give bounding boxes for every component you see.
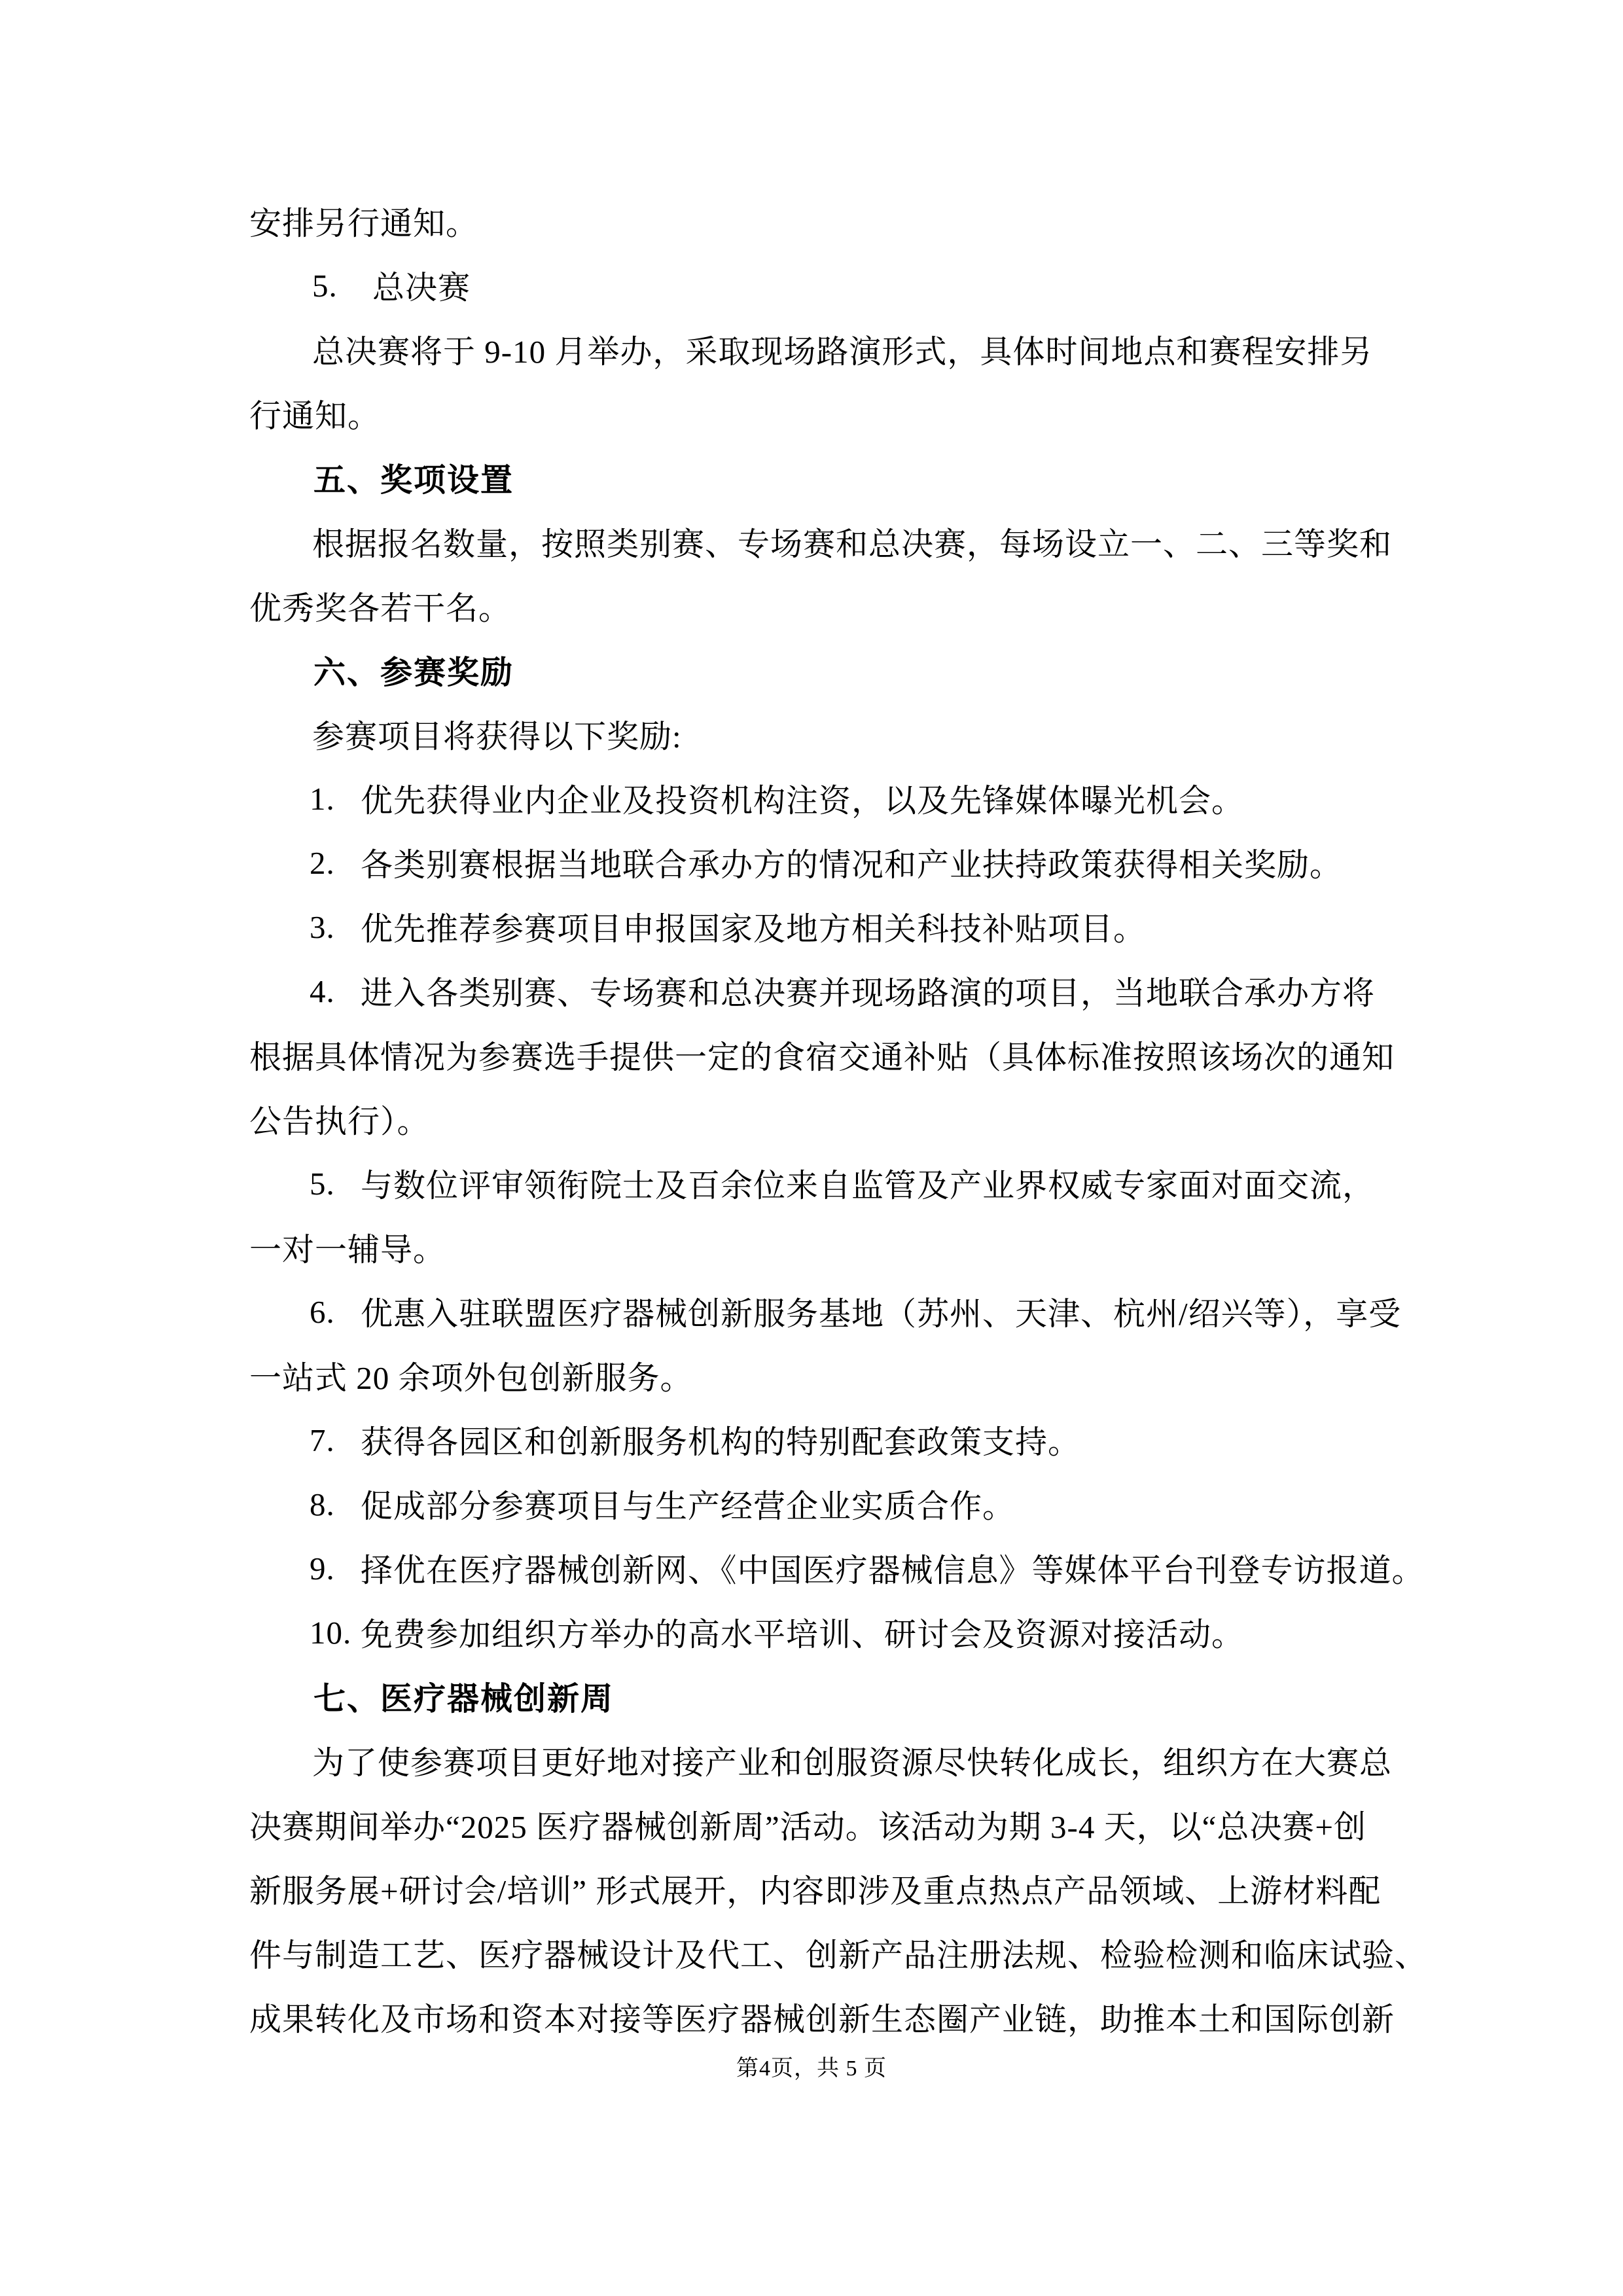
text-line [249, 1280, 1402, 1344]
line-text: 一对一辅导。 [249, 1232, 446, 1268]
text-line [249, 831, 1378, 895]
line-text: 新服务展+研讨会/培训” 形式展开，内容即涉及重点热点产品领域、上游材料配 [249, 1873, 1382, 1909]
line-text: 优先获得业内企业及投资机构注资，以及先锋媒体曝光机会。 [361, 783, 1245, 819]
line-text: 择优在医疗器械创新网、《中国医疗器械信息》等媒体平台刊登专访报道。 [361, 1552, 1425, 1588]
text-line [249, 1087, 1378, 1151]
section-heading [249, 1664, 1378, 1729]
text-line [249, 189, 1378, 253]
text-line [249, 1793, 1378, 1857]
text-line [249, 1985, 1395, 2049]
text-line [249, 1857, 1382, 1921]
line-text: 安排另行通知。 [249, 206, 479, 242]
line-text: 件与制造工艺、医疗器械设计及代工、创新产品注册法规、检验检测和临床试验、 [249, 1937, 1428, 1973]
line-text: 获得各园区和创新服务机构的特别配套政策支持。 [361, 1424, 1081, 1460]
list-number: 9. [310, 1550, 335, 1587]
line-text: 总决赛将于 9-10 月举办，采取现场路演形式，具体时间地点和赛程安排另 [312, 334, 1373, 370]
line-text: 为了使参赛项目更好地对接产业和创服资源尽快转化成长，组织方在大赛总 [312, 1745, 1393, 1781]
line-text: 优惠入驻联盟医疗器械创新服务基地（苏州、天津、杭州/绍兴等），享受 [361, 1296, 1402, 1332]
text-line [249, 1729, 1393, 1793]
text-line [249, 1600, 1378, 1664]
text-line [249, 382, 1378, 446]
line-text: 参赛项目将获得以下奖励: [312, 719, 682, 755]
section-heading [249, 638, 1378, 702]
line-text: 免费参加组织方举办的高水平培训、研讨会及资源对接活动。 [361, 1617, 1245, 1653]
text-line [249, 317, 1378, 382]
text-line [249, 1023, 1395, 1087]
text-line [249, 959, 1378, 1023]
text-line [249, 1472, 1378, 1536]
line-text: 进入各类别赛、专场赛和总决赛并现场路演的项目，当地联合承办方将 [361, 975, 1376, 1011]
list-number: 2. [310, 844, 335, 881]
text-line [249, 766, 1378, 831]
text-line [249, 895, 1378, 959]
list-number: 1. [310, 780, 335, 817]
document-text-block [249, 189, 1428, 2049]
line-text: 优先推荐参赛项目申报国家及地方相关科技补贴项目。 [361, 911, 1147, 947]
text-line [249, 1408, 1378, 1472]
text-line [249, 1344, 1378, 1408]
line-text: 根据报名数量，按照类别赛、专场赛和总决赛，每场设立一、二、三等奖和 [312, 526, 1393, 562]
list-number: 3. [310, 908, 335, 945]
text-line [249, 510, 1393, 574]
line-text: 七、医疗器械创新周 [313, 1681, 615, 1717]
line-text: 成果转化及市场和资本对接等医疗器械创新生态圈产业链，助推本土和国际创新 [249, 2001, 1395, 2037]
line-text: 与数位评审领衔院士及百余位来自监管及产业界权威专家面对面交流， [361, 1168, 1376, 1204]
line-text: 五、奖项设置 [313, 463, 514, 498]
list-number: 10. [310, 1614, 352, 1651]
line-text: 六、参赛奖励 [313, 655, 514, 691]
line-text: 行通知。 [249, 398, 381, 434]
line-text: 公告执行）。 [249, 1103, 430, 1139]
text-line [249, 1536, 1425, 1600]
line-text: 一站式 20 余项外包创新服务。 [249, 1360, 693, 1396]
list-number: 5. [312, 267, 338, 304]
section-heading [249, 446, 1378, 510]
text-line [249, 1215, 1378, 1280]
text-line [249, 574, 1378, 638]
text-line [249, 253, 1378, 317]
text-line [249, 1151, 1378, 1215]
text-line [249, 702, 1378, 766]
line-text: 各类别赛根据当地联合承办方的情况和产业扶持政策获得相关奖励。 [361, 847, 1343, 883]
line-text: 根据具体情况为参赛选手提供一定的食宿交通补贴（具体标准按照该场次的通知 [249, 1039, 1395, 1075]
line-text: 优秀奖各若干名。 [249, 590, 512, 626]
page-footer: 第4页，共 5 页 [736, 2056, 887, 2081]
text-line [249, 1921, 1428, 1985]
list-number: 8. [310, 1486, 335, 1522]
list-number: 4. [310, 973, 335, 1009]
list-number: 7. [310, 1422, 335, 1458]
line-text: 促成部分参赛项目与生产经营企业实质合作。 [361, 1488, 1016, 1524]
list-number: 5. [310, 1165, 335, 1202]
list-number: 6. [310, 1293, 335, 1330]
line-text: 总决赛 [372, 270, 471, 306]
line-text: 决赛期间举办“2025 医疗器械创新周”活动。该活动为期 3-4 天，以“总决赛+创 [249, 1809, 1366, 1845]
